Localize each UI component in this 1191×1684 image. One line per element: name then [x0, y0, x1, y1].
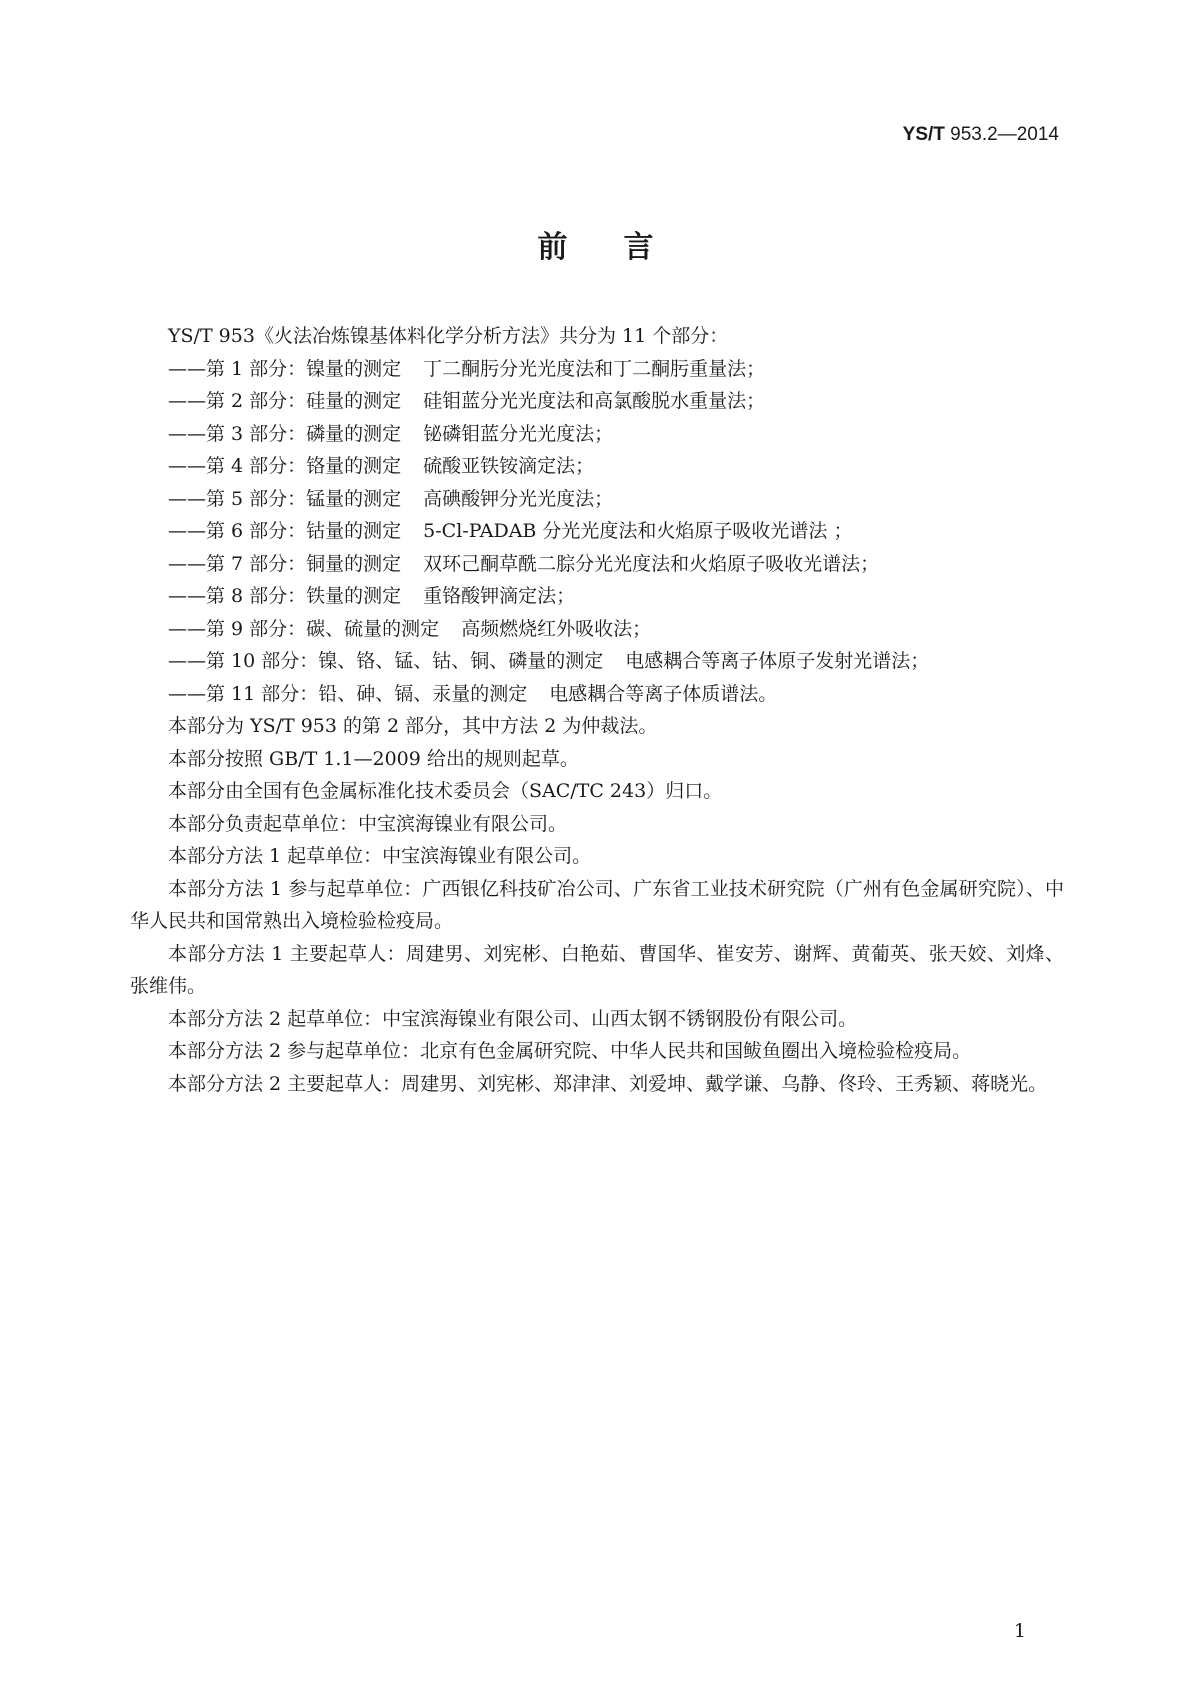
foreword-body [130, 320, 1064, 1100]
part-label: ——第 4 部分：铬量的测定 [168, 455, 402, 477]
part-label: ——第 5 部分：锰量的测定 [168, 487, 402, 510]
part-label: ——第 11 部分：铅、砷、镉、汞量的测定 [168, 682, 528, 705]
part-item [130, 645, 1064, 678]
part-label: ——第 7 部分：铜量的测定 [168, 552, 402, 575]
intro-paragraph: YS/T 953《火法冶炼镍基体料化学分析方法》共分为 11 个部分： [168, 325, 729, 347]
part-method: 电感耦合等离子体质谱法。 [549, 682, 778, 705]
part-method: 电感耦合等离子体原子发射光谱法； [625, 650, 930, 672]
part-method: 硫酸亚铁铵滴定法； [423, 455, 595, 477]
part-item [130, 678, 1064, 711]
part-label: ——第 2 部分：硅量的测定 [168, 390, 402, 412]
part-method: 双环己酮草酰二腙分光光度法和火焰原子吸收光谱法； [423, 552, 880, 575]
statement-paragraph: 本部分方法 2 参与起草单位：北京有色金属研究院、中华人民共和国鲅鱼圈出入境检验检疫局。 [168, 1040, 972, 1062]
standard-code-number: 953.2—2014 [950, 124, 1059, 145]
part-method: 硅钼蓝分光光度法和高氯酸脱水重量法； [423, 390, 766, 412]
standard-code [903, 124, 1059, 146]
part-method: 高碘酸钾分光光度法； [423, 487, 614, 510]
part-method: 高频燃烧红外吸收法； [461, 617, 652, 640]
statement-paragraph: 本部分按照 GB/T 1.1—2009 给出的规则起草。 [168, 747, 579, 770]
part-item [130, 483, 1064, 516]
part-item [130, 385, 1064, 418]
statement-paragraph: 本部分由全国有色金属标准化技术委员会（SAC/TC 243）归口。 [168, 780, 723, 802]
statement-paragraph: 本部分方法 2 起草单位：中宝滨海镍业有限公司、山西太钢不锈钢股份有限公司。 [168, 1007, 858, 1030]
part-method: 铋磷钼蓝分光光度法； [423, 422, 614, 445]
statement-paragraph: 本部分方法 1 主要起草人：周建男、刘宪彬、白艳茹、曹国华、崔安芳、谢辉、黄葡英、张天姣、刘烽、张维伟。 [130, 942, 1064, 997]
statement-paragraph: 本部分方法 1 参与起草单位：广西银亿科技矿冶公司、广东省工业技术研究院（广州有色金属研究院）、中华人民共和国常熟出入境检验检疫局。 [130, 877, 1064, 932]
statement-paragraph: 本部分负责起草单位：中宝滨海镍业有限公司。 [168, 812, 568, 835]
part-label: ——第 3 部分：磷量的测定 [168, 422, 402, 445]
standard-code-prefix: YS/T [902, 124, 945, 145]
part-label: ——第 8 部分：铁量的测定 [168, 585, 402, 607]
part-item [130, 418, 1064, 451]
statement-paragraph: 本部分为 YS/T 953 的第 2 部分，其中方法 2 为仲裁法。 [168, 715, 658, 737]
part-item [130, 515, 1064, 548]
part-method: 丁二酮肟分光光度法和丁二酮肟重量法； [423, 357, 766, 380]
part-item [130, 613, 1064, 646]
statement-paragraph: 本部分方法 1 起草单位：中宝滨海镍业有限公司。 [168, 845, 592, 867]
part-label: ——第 1 部分：镍量的测定 [168, 357, 402, 380]
part-item [130, 450, 1064, 483]
statement-paragraph: 本部分方法 2 主要起草人：周建男、刘宪彬、郑津津、刘爱坤、戴学谦、乌静、佟玲、王秀颖、蒋晓光。 [168, 1072, 1048, 1095]
part-label: ——第 6 部分：钴量的测定 [168, 520, 402, 542]
part-item [130, 580, 1064, 613]
page-title: 前言 [537, 230, 710, 265]
part-label: ——第 9 部分：碳、硫量的测定 [168, 617, 440, 640]
part-label: ——第 10 部分：镍、铬、锰、钴、铜、磷量的测定 [168, 650, 604, 672]
part-method: 重铬酸钾滴定法； [423, 585, 576, 607]
page-number: 1 [1013, 1620, 1026, 1642]
part-item [130, 353, 1064, 386]
part-item [130, 548, 1064, 581]
part-method: 5-Cl-PADAB 分光光度法和火焰原子吸收光谱法 ； [423, 520, 853, 542]
